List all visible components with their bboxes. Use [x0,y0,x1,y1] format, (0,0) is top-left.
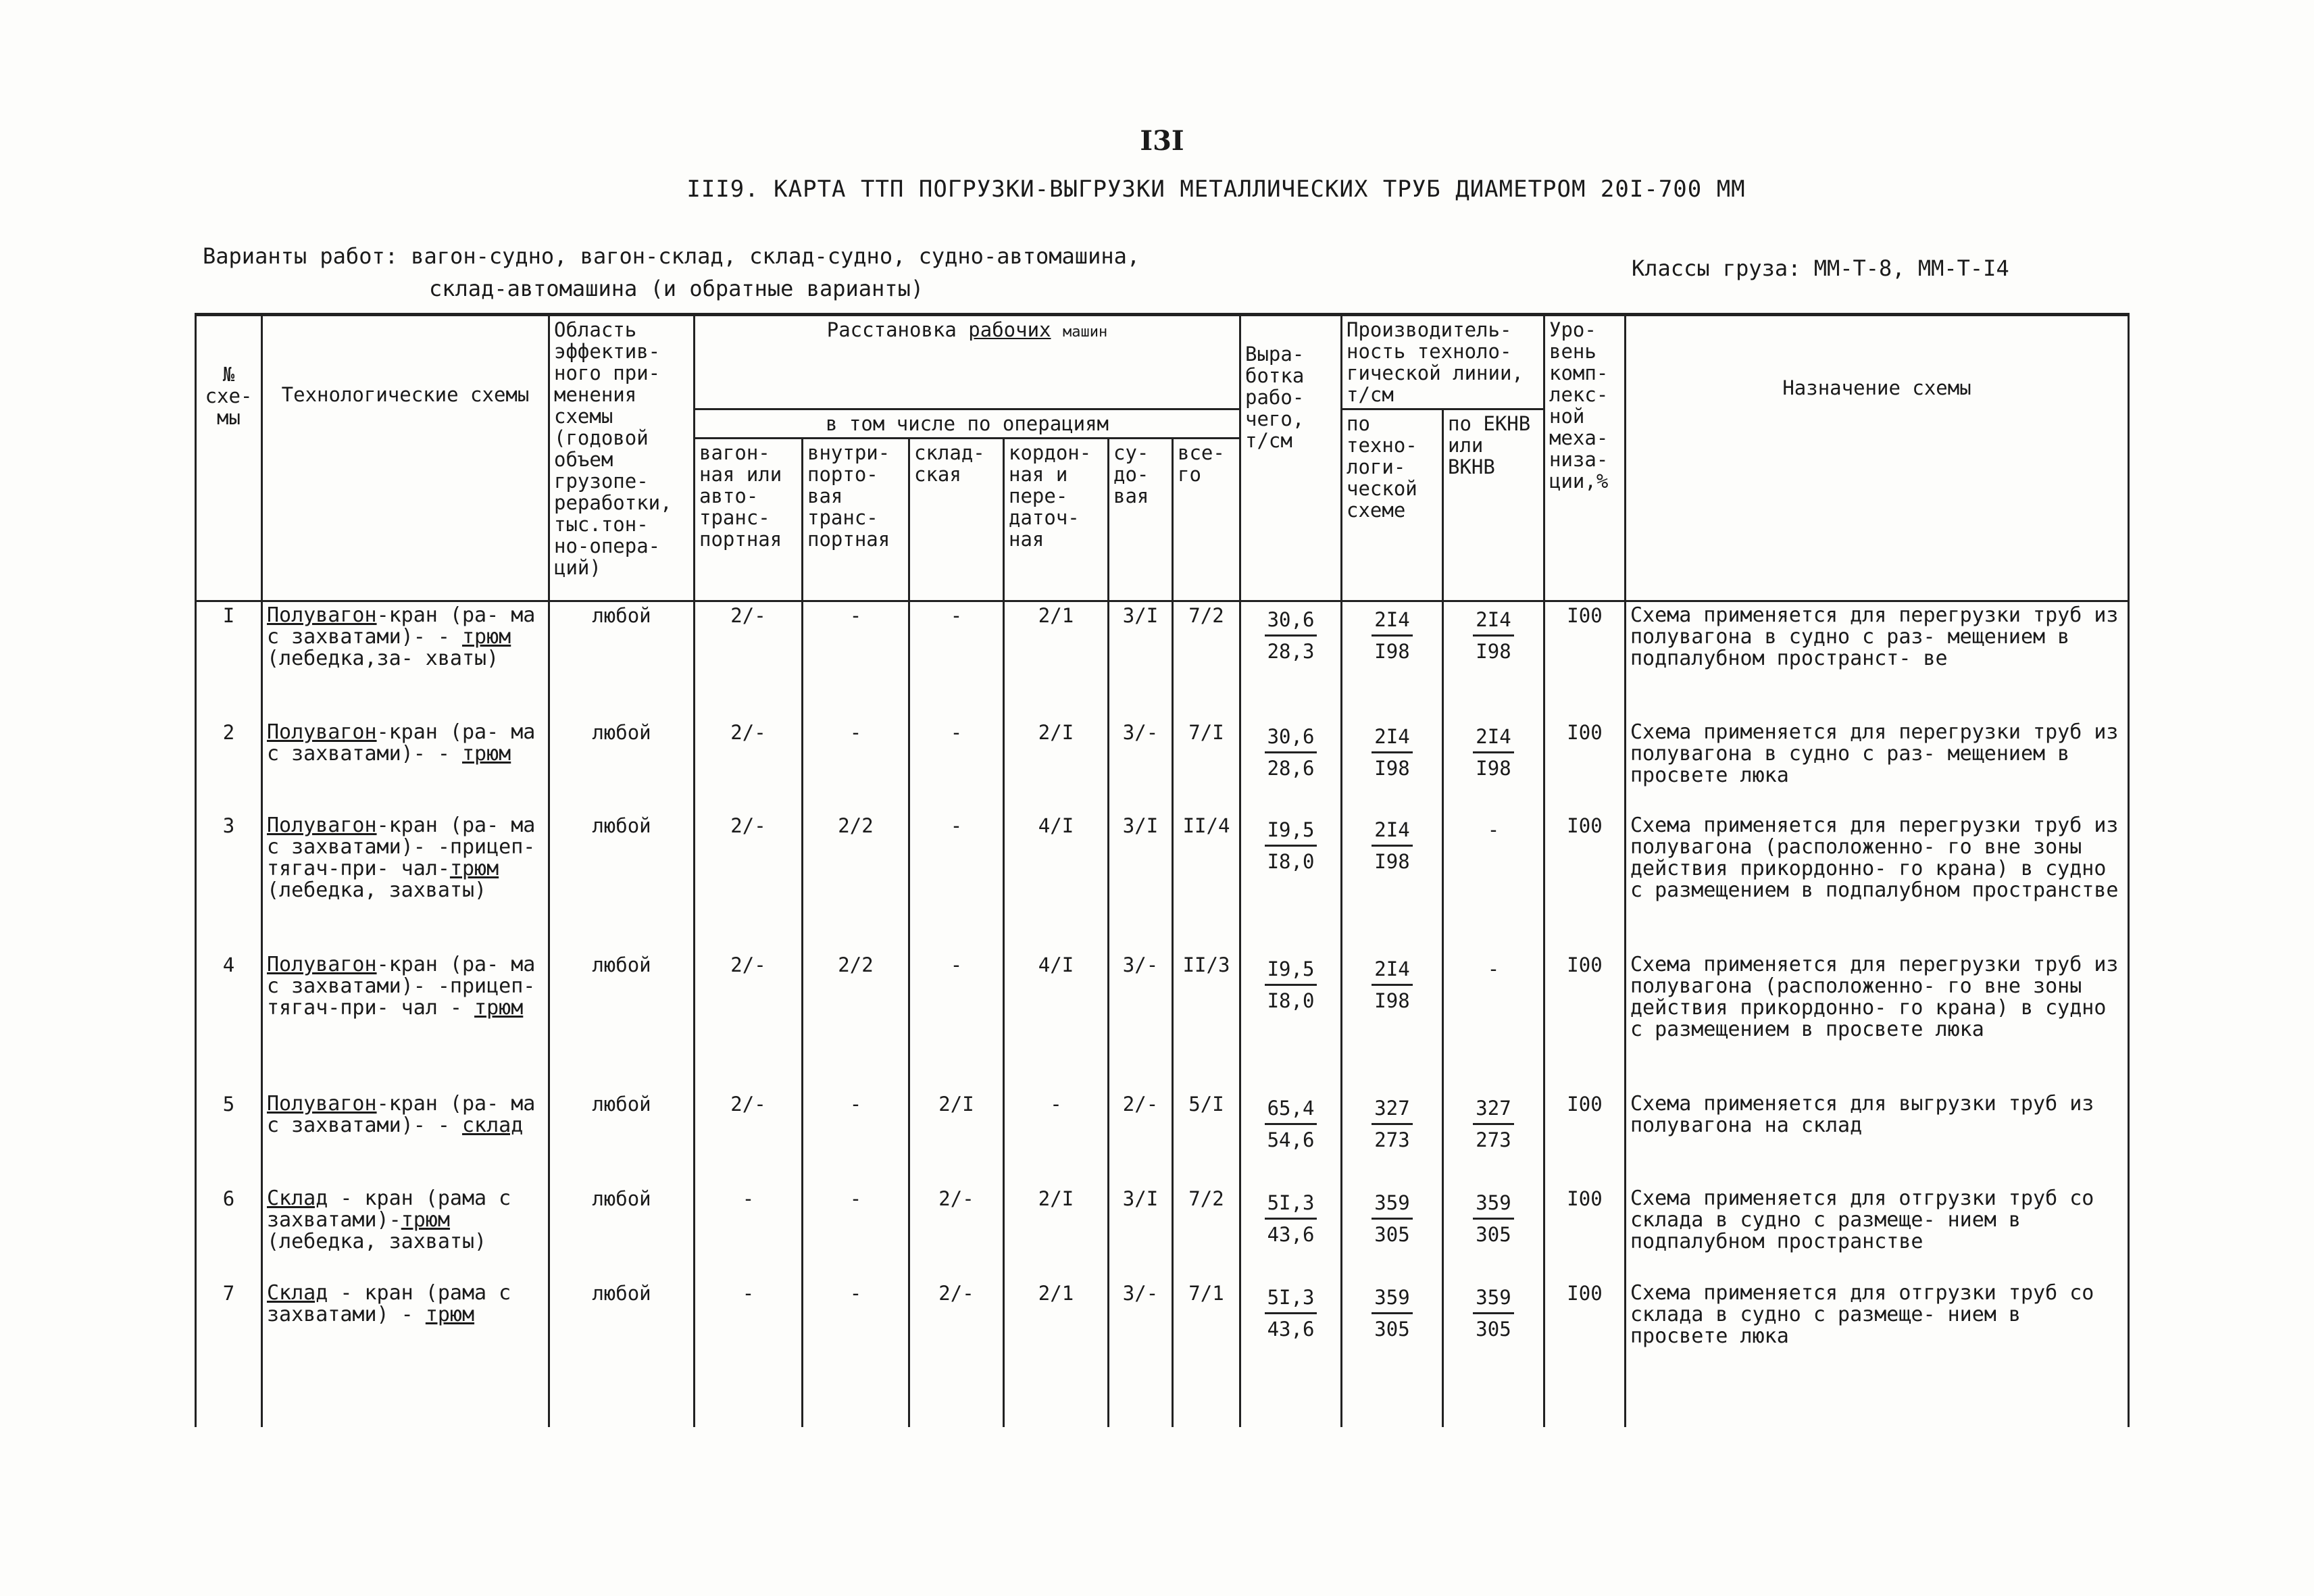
row-prod-tech-fraction [1372,954,1412,1016]
row-prod-tech-top: 2I4 [1372,954,1412,986]
row-number: 6 [196,1185,262,1280]
row-op-warehouse: - [909,719,1004,812]
row-output [1240,601,1342,720]
row-prod-tech-bottom: 273 [1374,1128,1410,1151]
scheme-middle: - кран (рама с захватами)- [267,1187,511,1232]
row-op-ship: 3/- [1109,951,1173,1091]
row-output-bottom: 28,6 [1267,757,1315,780]
row-prod-tech [1342,1185,1443,1280]
row-output-fraction [1265,605,1317,666]
row-op-cordon: 2/1 [1004,601,1109,720]
scheme-origin: Склад [267,1187,328,1210]
row-op-total: 7/I [1173,719,1240,812]
scheme-destination: трюм [461,625,511,649]
row-output [1240,812,1342,951]
row-op-total: II/3 [1173,951,1240,1091]
scheme-destination: трюм [425,1303,475,1326]
row-prod-tech-top: 327 [1372,1093,1412,1125]
scheme-middle: -кран (ра- ма с захватами)- -прицеп-тягач-при- чал - [267,953,536,1020]
row-output-bottom: I8,0 [1267,850,1315,873]
row-prod-tech-top: 359 [1372,1188,1412,1220]
scheme-middle: - кран (рама с захватами) - [267,1281,511,1326]
row-prod-eknv-fraction [1485,815,1502,845]
scheme-middle: -кран (ра- ма с захватами)- - [267,603,536,649]
scheme-destination: трюм [461,742,511,766]
row-op-ship: 3/- [1109,719,1173,812]
header-placement [695,315,1240,409]
header-output: Выра- ботка рабо- чего, т/см [1240,315,1342,601]
row-number: 7 [196,1280,262,1427]
row-prod-eknv-fraction [1473,1093,1513,1155]
row-purpose: Схема применяется для отгрузки труб со склада в судно с размеще- нием в подпалубном пространстве [1626,1185,2129,1280]
row-prod-eknv [1443,601,1544,720]
row-scheme [262,1185,549,1280]
row-prod-tech [1342,1280,1443,1427]
row-op-wagon: - [695,1185,803,1280]
row-area: любой [549,1091,695,1185]
row-op-ship: 3/I [1109,1185,1173,1280]
row-op-wagon: 2/- [695,601,803,720]
row-prod-tech [1342,719,1443,812]
scheme-destination: склад [461,1114,524,1137]
row-prod-tech-bottom: 305 [1374,1223,1410,1246]
row-op-warehouse: - [909,601,1004,720]
row-op-ship: 2/- [1109,1091,1173,1185]
row-op-ship: 3/I [1109,812,1173,951]
header-purpose: Назначение схемы [1626,315,2129,601]
scheme-tail: (лебедка, захваты) [267,1230,487,1253]
row-number: I [196,601,262,720]
row-prod-tech-top: 2I4 [1372,722,1412,753]
row-scheme [262,601,549,720]
row-scheme [262,812,549,951]
row-op-total: II/4 [1173,812,1240,951]
scheme-destination: трюм [449,857,499,880]
table-row [196,951,2129,1091]
row-op-ship: 3/- [1109,1280,1173,1427]
row-output-fraction [1265,722,1317,783]
row-number: 2 [196,719,262,812]
table-body [196,601,2129,1428]
cargo-classes: Классы груза: ММ-Т-8, ММ-Т-I4 [1632,255,2009,281]
scheme-middle: -кран (ра- ма с захватами)- -прицеп-тягач-при- чал- [267,814,536,880]
row-area: любой [549,1280,695,1427]
row-purpose: Схема применяется для перегрузки труб из полувагона (расположенно- го вне зоны действия прикордонно- го крана) в судно с размещением в подпалубном пространстве [1626,812,2129,951]
row-op-wagon: 2/- [695,719,803,812]
row-prod-eknv-fraction [1485,954,1502,984]
header-op-total: все- го [1173,439,1240,601]
row-prod-eknv-fraction [1473,605,1513,666]
row-output-fraction [1265,815,1317,876]
row-prod-tech [1342,601,1443,720]
row-number: 4 [196,951,262,1091]
row-number: 5 [196,1091,262,1185]
row-op-warehouse: 2/- [909,1280,1004,1427]
row-scheme [262,1091,549,1185]
row-prod-eknv-bottom: 305 [1476,1223,1511,1246]
row-prod-tech-bottom: I98 [1374,640,1410,663]
scheme-origin: Склад [267,1281,328,1305]
placement-suffix: машин [1062,324,1108,341]
header-op-wagon: вагон- ная или авто- транс- портная [695,439,803,601]
row-prod-eknv-top: 2I4 [1473,605,1513,637]
row-op-total: 5/I [1173,1091,1240,1185]
table-row [196,601,2129,720]
row-area: любой [549,719,695,812]
variants-line-1: Варианты работ: вагон-судно, вагон-склад, склад-судно, судно-автомашина, [203,243,1140,269]
scheme-tail: (лебедка, захваты) [267,878,487,902]
row-purpose: Схема применяется для перегрузки труб из полувагона в судно с раз- мещением в подпалубном пространст- ве [1626,601,2129,720]
row-mech-level: I00 [1544,1280,1626,1427]
row-op-intraport: - [803,1185,909,1280]
row-prod-tech-bottom: I98 [1374,850,1410,873]
row-op-cordon: - [1004,1091,1109,1185]
row-prod-eknv [1443,1280,1544,1427]
header-productivity: Производитель- ность техноло- гической линии, т/см [1342,315,1544,409]
scheme-middle: -кран (ра- ма с захватами)- - [267,1092,536,1137]
row-prod-eknv-bottom: I98 [1476,640,1511,663]
scheme-origin: Полувагон [267,720,377,744]
table-row [196,1280,2129,1427]
row-op-intraport: - [803,601,909,720]
row-prod-eknv-top: - [1487,818,1500,841]
row-op-intraport: 2/2 [803,951,909,1091]
scheme-origin: Полувагон [267,1092,377,1116]
row-mech-level: I00 [1544,1091,1626,1185]
row-prod-tech-fraction [1372,1282,1412,1344]
row-scheme [262,1280,549,1427]
row-prod-eknv-top: 359 [1473,1282,1513,1314]
row-output-bottom: 54,6 [1267,1128,1315,1151]
row-mech-level: I00 [1544,719,1626,812]
row-op-warehouse: - [909,951,1004,1091]
row-output-top: 30,6 [1265,722,1317,753]
row-mech-level: I00 [1544,601,1626,720]
row-op-cordon: 2/1 [1004,1280,1109,1427]
row-output-bottom: I8,0 [1267,989,1315,1012]
row-prod-tech-bottom: I98 [1374,757,1410,780]
row-op-total: 7/2 [1173,601,1240,720]
header-row-1 [196,315,2129,409]
row-prod-eknv [1443,719,1544,812]
row-op-cordon: 2/I [1004,1185,1109,1280]
scheme-origin: Полувагон [267,953,377,976]
row-prod-tech-bottom: I98 [1374,989,1410,1012]
header-op-cordon: кордон- ная и пере- даточ- ная [1004,439,1109,601]
table-row [196,719,2129,812]
header-scheme: Технологические схемы [262,315,549,601]
placement-prefix: Расстановка [826,318,957,341]
row-prod-eknv-bottom: 273 [1476,1128,1511,1151]
work-variants [203,240,1419,305]
row-op-cordon: 4/I [1004,812,1109,951]
row-op-warehouse: 2/- [909,1185,1004,1280]
row-output [1240,951,1342,1091]
row-prod-tech-top: 359 [1372,1282,1412,1314]
row-op-warehouse: - [909,812,1004,951]
row-prod-eknv [1443,812,1544,951]
row-output-fraction [1265,1282,1317,1344]
row-output [1240,1185,1342,1280]
page-number: I3I [1140,125,1184,157]
row-prod-eknv [1443,1091,1544,1185]
row-prod-eknv-top: 2I4 [1473,722,1513,753]
row-op-warehouse: 2/I [909,1091,1004,1185]
scheme-destination: трюм [401,1208,450,1232]
row-purpose: Схема применяется для выгрузки труб из полувагона на склад [1626,1091,2129,1185]
row-mech-level: I00 [1544,951,1626,1091]
row-area: любой [549,1185,695,1280]
row-op-wagon: - [695,1280,803,1427]
row-output-fraction [1265,954,1317,1016]
row-prod-tech-fraction [1372,605,1412,666]
row-op-intraport: 2/2 [803,812,909,951]
row-output-top: 5I,3 [1265,1282,1317,1314]
scheme-tail: (лебедка,за- хваты) [267,647,499,670]
row-output-top: 5I,3 [1265,1188,1317,1220]
row-output-fraction [1265,1188,1317,1249]
row-prod-eknv-fraction [1473,1282,1513,1344]
scheme-origin: Полувагон [267,814,377,837]
row-prod-eknv-bottom: I98 [1476,757,1511,780]
row-prod-eknv-fraction [1473,722,1513,783]
row-prod-tech-fraction [1372,815,1412,876]
row-op-intraport: - [803,719,909,812]
row-area: любой [549,812,695,951]
row-prod-tech-top: 2I4 [1372,815,1412,847]
variants-line-2: склад-автомашина (и обратные варианты) [429,276,924,301]
row-output-top: I9,5 [1265,954,1317,986]
row-prod-eknv-top: 327 [1473,1093,1513,1125]
row-op-cordon: 4/I [1004,951,1109,1091]
header-op-ship: су- до- вая [1109,439,1173,601]
row-prod-tech [1342,951,1443,1091]
row-prod-tech-top: 2I4 [1372,605,1412,637]
row-output [1240,719,1342,812]
row-op-intraport: - [803,1091,909,1185]
row-prod-tech [1342,812,1443,951]
technology-map-table [195,313,2130,1427]
row-prod-tech-fraction [1372,1188,1412,1249]
row-prod-tech-bottom: 305 [1374,1318,1410,1341]
row-prod-tech-fraction [1372,1093,1412,1155]
header-ops-group: в том числе по операциям [695,409,1240,439]
row-output [1240,1091,1342,1185]
document-title: III9. КАРТА ТТП ПОГРУЗКИ-ВЫГРУЗКИ МЕТАЛЛИЧЕСКИХ ТРУБ ДИАМЕТРОМ 20I-700 ММ [686,176,1746,203]
row-prod-eknv-fraction [1473,1188,1513,1249]
row-area: любой [549,951,695,1091]
row-scheme [262,951,549,1091]
scheme-destination: трюм [474,996,524,1020]
row-prod-eknv-bottom: 305 [1476,1318,1511,1341]
row-output-bottom: 28,3 [1267,640,1315,663]
table-row [196,1091,2129,1185]
row-mech-level: I00 [1544,1185,1626,1280]
row-purpose: Схема применяется для перегрузки труб из полувагона (расположенно- го вне зоны действия прикордонно- го крана) в судно с размещением в просвете люка [1626,951,2129,1091]
header-op-warehouse: склад- ская [909,439,1004,601]
row-op-wagon: 2/- [695,812,803,951]
row-op-total: 7/2 [1173,1185,1240,1280]
row-purpose: Схема применяется для перегрузки труб из полувагона в судно с раз- мещением в просвете люка [1626,719,2129,812]
header-prod-tech: по техно- логи- ческой схеме [1342,409,1443,601]
table-row [196,812,2129,951]
row-op-ship: 3/I [1109,601,1173,720]
row-area: любой [549,601,695,720]
placement-underlined: рабочих [968,318,1051,341]
row-output [1240,1280,1342,1427]
scheme-origin: Полувагон [267,603,377,627]
header-area: Область эффектив- ного при- менения схемы (годовой объем грузопе- реработки, тыс.тон- но-опера- ций) [549,315,695,601]
row-op-cordon: 2/I [1004,719,1109,812]
header-prod-eknv: по ЕКНВ или ВКНВ [1443,409,1544,601]
row-op-total: 7/1 [1173,1280,1240,1427]
row-output-fraction [1265,1093,1317,1155]
row-prod-tech-fraction [1372,722,1412,783]
row-purpose: Схема применяется для отгрузки труб со склада в судно с размеще- нием в просвете люка [1626,1280,2129,1427]
header-op-intraport: внутри- порто- вая транс- портная [803,439,909,601]
row-prod-eknv-top: - [1487,957,1500,980]
row-scheme [262,719,549,812]
row-op-intraport: - [803,1280,909,1427]
row-op-wagon: 2/- [695,1091,803,1185]
row-prod-eknv [1443,951,1544,1091]
row-output-top: 65,4 [1265,1093,1317,1125]
header-mech-level: Уро- вень комп- лекс- ной меха- низа- ции,% [1544,315,1626,601]
row-output-top: 30,6 [1265,605,1317,637]
row-number: 3 [196,812,262,951]
row-prod-eknv-top: 359 [1473,1188,1513,1220]
scheme-middle: -кран (ра- ма с захватами)- - [267,720,536,766]
row-prod-tech [1342,1091,1443,1185]
row-output-bottom: 43,6 [1267,1223,1315,1246]
row-op-wagon: 2/- [695,951,803,1091]
row-output-top: I9,5 [1265,815,1317,847]
row-output-bottom: 43,6 [1267,1318,1315,1341]
header-num: № схе- мы [196,315,262,601]
table-row [196,1185,2129,1280]
row-mech-level: I00 [1544,812,1626,951]
row-prod-eknv [1443,1185,1544,1280]
